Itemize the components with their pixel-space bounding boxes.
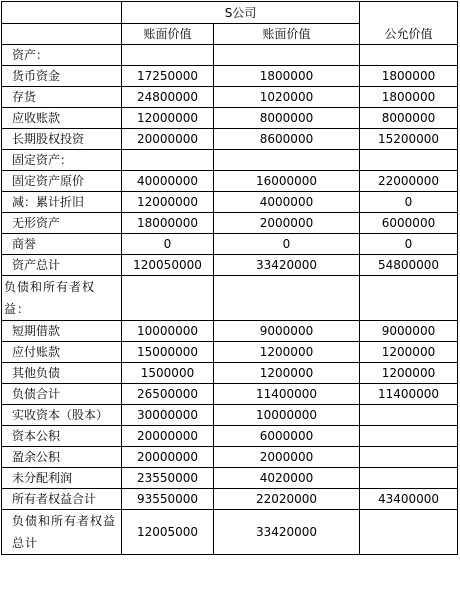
cell-book-value-2: 11400000 [214,384,360,405]
table-row [2,447,458,468]
row-label: 未分配利润 [2,468,122,489]
table-row [2,384,458,405]
cell-fair-value: 1800000 [360,66,458,87]
table-row [2,234,458,255]
cell-fair-value [360,45,458,66]
cell-book-value-2: 10000000 [214,405,360,426]
cell-book-value-2: 6000000 [214,426,360,447]
table-row [2,426,458,447]
row-label: 固定资产原价 [2,171,122,192]
table-row [2,171,458,192]
cell-book-value-2: 4020000 [214,468,360,489]
cell-book-value-2: 2000000 [214,447,360,468]
cell-book-value-1: 20000000 [122,426,214,447]
table-row [2,108,458,129]
cell-book-value-2: 8600000 [214,129,360,150]
cell-book-value-2: 1800000 [214,66,360,87]
header-row [2,24,458,45]
table-row [2,510,458,555]
cell-book-value-2: 22020000 [214,489,360,510]
cell-fair-value: 0 [360,234,458,255]
header-book-value-1: 账面价值 [122,24,214,45]
cell-fair-value: 54800000 [360,255,458,276]
row-label: 盈余公积 [2,447,122,468]
cell-book-value-2 [214,276,360,321]
table-row [2,255,458,276]
cell-fair-value [360,405,458,426]
cell-book-value-1: 26500000 [122,384,214,405]
cell-fair-value: 0 [360,192,458,213]
table-row [2,489,458,510]
row-label: 负债合计 [2,384,122,405]
table-row [2,342,458,363]
cell-book-value-1 [122,150,214,171]
cell-book-value-2 [214,45,360,66]
row-label: 实收资本（股本） [2,405,122,426]
row-label: 货币资金 [2,66,122,87]
company-title: S公司 [122,2,360,24]
row-label: 长期股权投资 [2,129,122,150]
cell-book-value-2: 1020000 [214,87,360,108]
cell-book-value-1: 20000000 [122,447,214,468]
table-row [2,129,458,150]
row-label: 负债和所有者权益总计 [2,510,122,555]
cell-book-value-1: 17250000 [122,66,214,87]
cell-book-value-1: 12005000 [122,510,214,555]
cell-fair-value [360,426,458,447]
row-label: 存货 [2,87,122,108]
row-label: 资本公积 [2,426,122,447]
cell-book-value-2: 33420000 [214,510,360,555]
header-fair-value: 公允价值 [360,24,458,45]
cell-book-value-2: 1200000 [214,342,360,363]
cell-book-value-1 [122,276,214,321]
row-label: 固定资产： [2,150,122,171]
cell-book-value-1: 12000000 [122,192,214,213]
header-label-cell [2,24,122,45]
header-book-value-2: 账面价值 [214,24,360,45]
cell-book-value-2: 16000000 [214,171,360,192]
cell-book-value-2: 1200000 [214,363,360,384]
row-label: 资产总计 [2,255,122,276]
cell-book-value-2: 33420000 [214,255,360,276]
cell-book-value-1: 20000000 [122,129,214,150]
cell-book-value-1: 18000000 [122,213,214,234]
row-label: 无形资产 [2,213,122,234]
table-row [2,45,458,66]
balance-sheet-table [1,1,458,555]
table-row [2,276,458,321]
row-label: 其他负债 [2,363,122,384]
table-row [2,192,458,213]
row-label: 资产： [2,45,122,66]
cell-book-value-2: 8000000 [214,108,360,129]
cell-book-value-1: 24800000 [122,87,214,108]
row-label: 所有者权益合计 [2,489,122,510]
cell-fair-value: 22000000 [360,171,458,192]
cell-book-value-1: 23550000 [122,468,214,489]
row-label: 短期借款 [2,321,122,342]
table-row [2,468,458,489]
cell-fair-value: 9000000 [360,321,458,342]
cell-fair-value [360,468,458,489]
cell-book-value-1: 1500000 [122,363,214,384]
title-row [2,2,458,24]
cell-book-value-1: 10000000 [122,321,214,342]
table-row [2,363,458,384]
cell-book-value-1: 0 [122,234,214,255]
cell-book-value-1: 15000000 [122,342,214,363]
cell-book-value-2: 4000000 [214,192,360,213]
cell-book-value-1: 40000000 [122,171,214,192]
cell-fair-value: 1200000 [360,342,458,363]
cell-fair-value [360,510,458,555]
cell-book-value-2 [214,150,360,171]
cell-book-value-1: 120050000 [122,255,214,276]
cell-fair-value: 11400000 [360,384,458,405]
cell-book-value-1: 93550000 [122,489,214,510]
title-corner-cell [2,2,122,24]
cell-fair-value [360,447,458,468]
row-label: 应收账款 [2,108,122,129]
table-row [2,213,458,234]
cell-fair-value: 1200000 [360,363,458,384]
title-empty-cell [360,2,458,24]
row-label: 应付账款 [2,342,122,363]
cell-fair-value: 8000000 [360,108,458,129]
table-row [2,405,458,426]
row-label: 减：累计折旧 [2,192,122,213]
cell-book-value-1: 12000000 [122,108,214,129]
row-label: 负债和所有者权益： [2,276,122,321]
table-row [2,150,458,171]
cell-book-value-2: 0 [214,234,360,255]
cell-fair-value [360,150,458,171]
table-row [2,87,458,108]
row-label: 商誉 [2,234,122,255]
table-row [2,66,458,87]
cell-fair-value: 43400000 [360,489,458,510]
cell-book-value-1: 30000000 [122,405,214,426]
cell-fair-value: 6000000 [360,213,458,234]
cell-book-value-2: 9000000 [214,321,360,342]
cell-book-value-2: 2000000 [214,213,360,234]
cell-fair-value [360,276,458,321]
table-row [2,321,458,342]
cell-book-value-1 [122,45,214,66]
cell-fair-value: 1800000 [360,87,458,108]
cell-fair-value: 15200000 [360,129,458,150]
